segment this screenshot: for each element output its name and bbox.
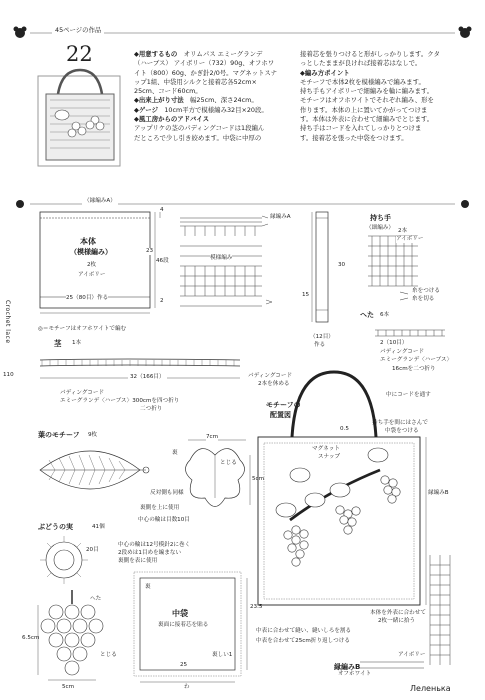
pattern-label: 模様編み <box>210 255 233 261</box>
leaf-use: 裏側を上に使用 <box>140 505 180 511</box>
layout-magnet-2: スナップ <box>318 454 341 460</box>
grape-note-1: 中心の輪は12号模針2に巻く <box>118 542 191 548</box>
handle-dim-15: 15 <box>302 292 310 298</box>
grape-note-3: 裏側を表に使用 <box>118 558 158 564</box>
layout-title: モチーフの <box>266 401 301 409</box>
rim-b-note-2: 2枚一緒に拾う <box>378 618 416 624</box>
lining-note-a: 中表に合わせて縫い、縫いしろを割る <box>256 628 352 634</box>
motif-note: ◎＝モチーフはオフホワイトで編む <box>38 326 127 332</box>
lining-bottom: わ <box>184 684 190 690</box>
bag-photo <box>38 70 120 166</box>
grape-st: 20目 <box>86 547 99 553</box>
lining-turn: 裏しい1 <box>212 652 233 658</box>
layout-cord-note: 中にコードを通す <box>386 392 431 398</box>
grape-tojiru: とじる <box>100 652 117 658</box>
leaf-center: 中心の輪は目数10目 <box>138 517 190 523</box>
handle-dim-30: 30 <box>338 262 346 268</box>
grape-heta: へた <box>90 596 102 602</box>
rim-b-color: オフホワイト <box>338 671 372 677</box>
stem-title: 茎 <box>54 339 62 348</box>
side-page-number: 110 <box>3 372 14 378</box>
leaf-dim-5: 5cm <box>252 476 265 482</box>
heta-cord-2: エミーグランデ〈ハーブス〉 <box>380 357 453 363</box>
body-dim-4: 4 <box>160 207 164 213</box>
heta-cord: パディングコード <box>380 349 425 355</box>
layout-magnet: マグネット <box>312 446 340 452</box>
grape-dim-5: 5cm <box>62 684 75 690</box>
lining-note-b: 中表を合わせて25cm折り返しつける <box>256 638 350 644</box>
handle-subtitle: （細編み） <box>366 225 394 231</box>
stem-count: 1本 <box>72 340 82 346</box>
body-title: 本体 <box>80 237 96 246</box>
stem-cord-label: パディングコード <box>248 373 293 379</box>
heta-cord-3: 16cmを二つ折り <box>392 366 436 372</box>
stem-length: 32（166目） <box>130 374 165 380</box>
leaf-wrap: とじる <box>220 460 237 466</box>
body-subtitle: （模様編み） <box>70 248 112 256</box>
layout-handle-note-2: 中袋をつける <box>385 428 419 434</box>
handle-color: アイボリー <box>396 236 424 242</box>
heta-st: 2（10目） <box>380 340 408 346</box>
body-count: 2枚 <box>87 262 97 268</box>
body-color: アイボリー <box>78 272 106 278</box>
body-dim-46: 46段 <box>156 258 169 264</box>
layout-title-2: 配置図 <box>270 411 291 419</box>
project-number: 22 <box>66 42 93 66</box>
layout-dim-05: 0.5 <box>340 426 349 432</box>
handle-base-2: 作る <box>314 342 326 348</box>
leaf-motif-chart <box>40 440 250 507</box>
handle-title: 持ち手 <box>370 214 391 222</box>
lining-note: 裏面に接着芯を貼る <box>158 622 209 628</box>
body-width: 25（80目）作る <box>66 295 109 301</box>
divider-rose-right <box>461 200 469 208</box>
handle-count: 2本 <box>398 228 408 234</box>
layout-rim-b: 縁編みB <box>428 490 449 496</box>
body-dim-23: 23 <box>146 248 154 254</box>
leaf-dim-7: 7cm <box>206 434 219 440</box>
grape-dim-6: 6.5cm <box>22 635 40 641</box>
divider-rose-left <box>16 200 24 208</box>
grape-title: ぶどうの実 <box>38 523 73 531</box>
legend-attach: 糸をつける <box>412 288 440 294</box>
grape-berry-chart <box>40 536 88 584</box>
handle-base: （12目） <box>310 334 334 340</box>
leaf-count: 9枚 <box>88 432 98 438</box>
legend-cut: 糸を切る <box>412 296 435 302</box>
credit: Леленька <box>410 684 451 693</box>
leaf-title: 葉のモチーフ <box>38 431 80 439</box>
rim-b-title: 縁編みB <box>334 663 361 671</box>
rim-b-note: 本体を外表に合わせて <box>370 610 426 616</box>
grape-cluster <box>38 590 103 680</box>
grape-note-2: 2段めは1目めを編まない <box>118 550 182 556</box>
lining-dim-23: 23.5 <box>250 604 263 610</box>
lining-dim-25: 25 <box>180 662 188 668</box>
header-rose-left <box>14 27 27 39</box>
heta-title: へた <box>360 311 374 319</box>
grape-count: 41個 <box>92 524 105 530</box>
page-reference: 45ページの作品 <box>52 26 104 35</box>
layout-handle-note: 持ち手を間にはさんで <box>372 420 428 426</box>
heta-diagram <box>375 330 445 336</box>
stem-cord-fold: 二つ折り <box>140 406 163 412</box>
pattern-rim-label: 縁編みA <box>270 214 291 220</box>
leaf-back: 裏 <box>172 450 178 456</box>
stem-cord-material: パディングコード <box>60 390 105 396</box>
lining-back: 裏 <box>145 584 151 590</box>
body-rim-label: （縁編みA） <box>84 198 116 204</box>
stem-cord-note: 2本を休める <box>258 381 290 387</box>
instructions-right: 接着芯を張りつけると形がしっかりします。クタ っとしたままが良ければ接着芯はなしで。 ◆編み方ポイント モチーフで本体2枚を模様編みで編みます。 持ち手もアイボリーで細編みを輪に編みます。 モチーフはオフホワイトでそれぞれ編み、形を 作ります。本体の上に置いてかがってつけま す。本体は外表に合わせて細編みでとじます。 持ち手はコードを入れてしっかりとつけま す。接着芯を張った中袋をつけます。 <box>300 50 440 142</box>
header-rose-right <box>459 27 472 39</box>
lining-title: 中袋 <box>172 609 188 618</box>
heta-count: 6本 <box>380 312 390 318</box>
side-label: Crochet lace <box>4 300 11 344</box>
rim-b-color-ivory: アイボリー <box>398 652 426 658</box>
stem-cord-material-2: エミーグランデ〈ハーブス〉300cmを四つ折り <box>60 398 180 404</box>
leaf-opposite: 反対側も同様 <box>150 490 184 496</box>
instructions-left: ◆用意するもの オリムパス エミーグランデ （ハーブス） アイボリー（732）90g、オフホワ イト（800）60g、かぎ針2/0号。マグネットスナ ップ1組、中袋用シルクと接着芯各52cm× 25cm、コード60cm。 ◆出来上がり寸法 幅25cm、深さ24cm。 ◆ゲージ 10cm平方で模様編み32目×20段。 ◆風工房からのアドバイス アップリケの茎のパディングコードは1段編ん だところで少し引き絞めます。中袋に中厚の <box>134 50 278 142</box>
body-dim-2: 2 <box>160 298 164 304</box>
